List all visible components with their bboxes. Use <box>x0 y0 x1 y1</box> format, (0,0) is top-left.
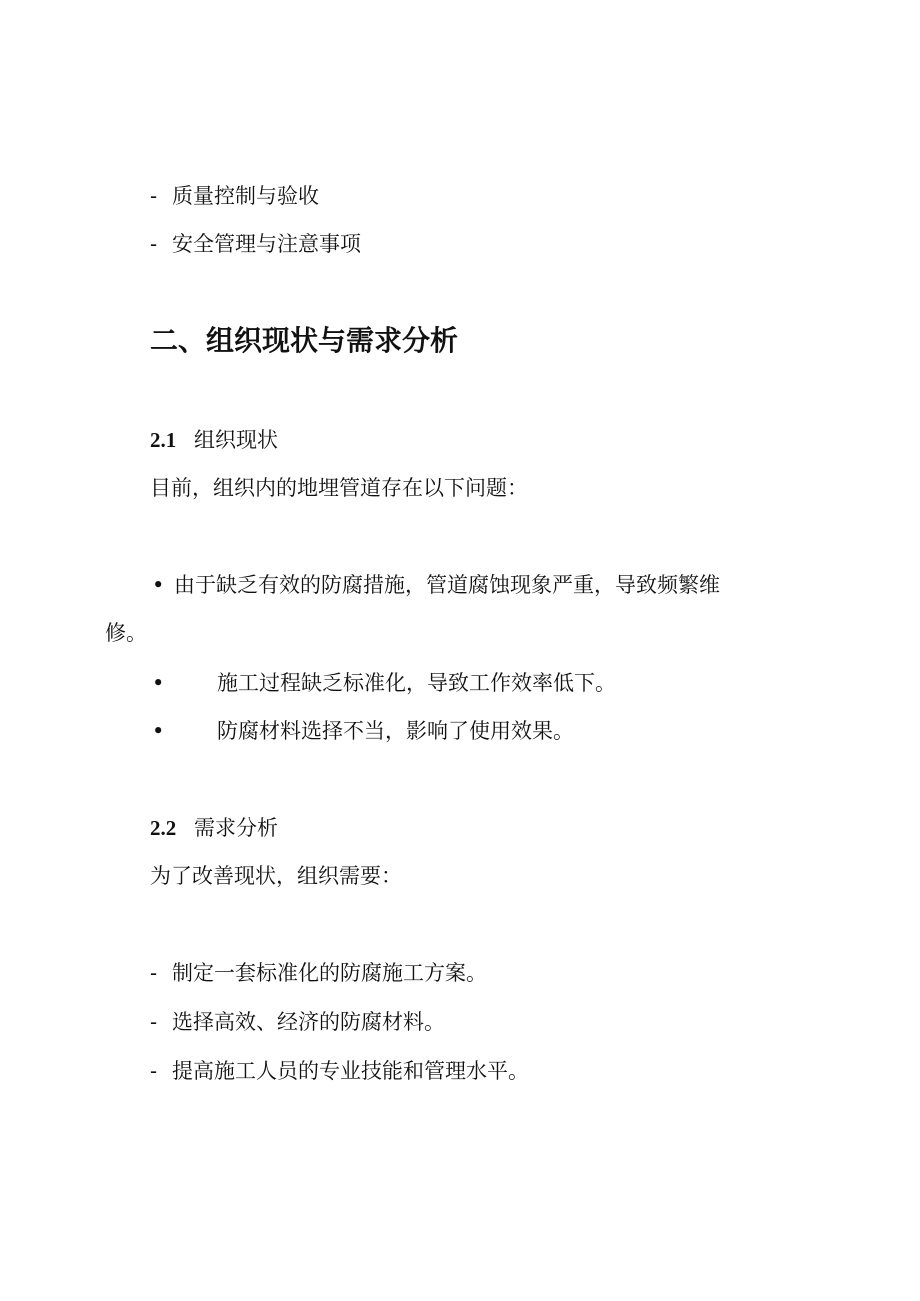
list-item-text: 质量控制与验收 <box>172 184 319 208</box>
dash-marker: - <box>150 184 158 208</box>
subsection-number: 2.1 <box>150 428 177 452</box>
list-item <box>150 959 487 987</box>
subsection-number: 2.2 <box>150 816 177 840</box>
bullet-text: 由于缺乏有效的防腐措施，管道腐蚀现象严重，导致频繁维 <box>174 573 720 597</box>
list-item-text: 提高施工人员的专业技能和管理水平。 <box>172 1059 529 1083</box>
bullet-marker: • <box>152 573 165 597</box>
bullet-marker: • <box>152 671 165 695</box>
paragraph: 为了改善现状，组织需要： <box>150 864 402 888</box>
dash-marker: - <box>150 1010 158 1034</box>
dash-marker: - <box>150 961 158 985</box>
dash-marker: - <box>150 1059 158 1083</box>
list-item <box>150 182 319 210</box>
subsection-heading <box>150 814 278 842</box>
subsection-title: 组织现状 <box>194 428 278 452</box>
dash-marker: - <box>150 232 158 256</box>
paragraph: 目前，组织内的地埋管道存在以下问题： <box>150 476 528 500</box>
list-item <box>150 230 361 258</box>
subsection-title: 需求分析 <box>194 816 278 840</box>
section-heading: 二、组织现状与需求分析 <box>150 324 459 357</box>
bullet-marker: • <box>152 719 165 743</box>
bullet-text-continuation: 修。 <box>105 621 147 645</box>
subsection-heading <box>150 426 278 454</box>
list-item-text: 制定一套标准化的防腐施工方案。 <box>172 961 487 985</box>
list-item-text: 选择高效、经济的防腐材料。 <box>172 1010 445 1034</box>
list-item <box>150 1057 529 1085</box>
list-item <box>150 1008 445 1036</box>
list-item-text: 安全管理与注意事项 <box>172 232 361 256</box>
bullet-text: 施工过程缺乏标准化，导致工作效率低下。 <box>217 671 616 695</box>
bullet-text: 防腐材料选择不当，影响了使用效果。 <box>217 719 574 743</box>
